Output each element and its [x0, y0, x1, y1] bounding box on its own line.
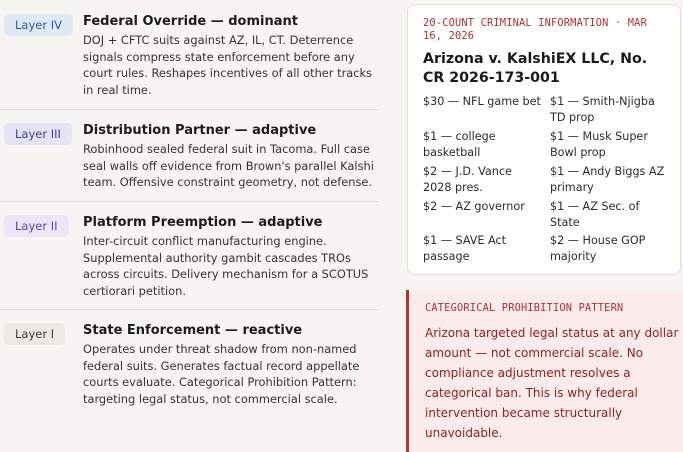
layer-title: Platform Preemption — adaptive	[83, 215, 323, 230]
layer-title: State Enforcement — reactive	[83, 323, 303, 338]
count-item: $1 — Musk Super Bowl prop	[550, 130, 648, 159]
card-kicker: 20-COUNT CRIMINAL INFORMATION · MAR 16, 2026	[423, 17, 647, 42]
callout-body: Arizona targeted legal status at any dollar amount — not commercial scale. No compliance adjustment resolves a categorical ban. This is why federal intervention became structurally unavoidable.	[425, 326, 679, 440]
count-item: $1 — SAVE Act passage	[423, 234, 507, 263]
layer-title: Distribution Partner — adaptive	[83, 123, 317, 138]
layer-description: Operates under threat shadow from non-named federal suits. Generates factual record appellate courts evaluate. Categorical Prohibition Pattern: targeting legal status, not commercial scale.	[83, 342, 360, 406]
layer-description: Inter-circuit conflict manufacturing engine. Supplemental authority gambit cascades TROs across circuits. Delivery mechanism for a SCOTUS certiorari petition.	[83, 234, 369, 298]
prohibition-pattern-callout	[406, 290, 683, 452]
layer-badge: Layer I	[4, 323, 65, 345]
layer-badge: Layer II	[4, 215, 69, 237]
layer-title: Federal Override — dominant	[83, 14, 298, 29]
layer-badge: Layer III	[4, 123, 72, 145]
layer-iv-row	[0, 0, 378, 110]
count-item: $30 — NFL game bet	[423, 95, 541, 108]
count-item: $2 — AZ governor	[423, 200, 525, 213]
count-item: $2 — House GOP majority	[550, 234, 646, 263]
count-item: $1 — AZ Sec. of State	[550, 200, 640, 229]
count-item: $1 — Smith-Njigba TD prop	[550, 95, 655, 124]
case-title: Arizona v. KalshiEX LLC, No. CR 2026-173-001	[423, 51, 648, 86]
criminal-information-card	[407, 4, 681, 275]
layer-badge: Layer IV	[4, 14, 73, 36]
layer-ii-row	[0, 202, 378, 310]
layer-i-row	[0, 310, 378, 430]
layer-iii-row	[0, 110, 378, 202]
count-item: $2 — J.D. Vance 2028 pres.	[423, 165, 512, 194]
callout-kicker: CATEGORICAL PROHIBITION PATTERN	[425, 302, 624, 314]
count-item: $1 — Andy Biggs AZ primary	[550, 165, 665, 194]
layer-description: DOJ + CFTC suits against AZ, IL, CT. Deterrence signals compress state enforcement before any court rules. Reshapes incentives of all other tracks in real time.	[83, 33, 373, 97]
count-item: $1 — college basketball	[423, 130, 496, 159]
layer-description: Robinhood sealed federal suit in Tacoma. Full case seal walls off evidence from Brown's parallel Kalshi team. Offensive constraint geometry, not defense.	[83, 142, 374, 189]
